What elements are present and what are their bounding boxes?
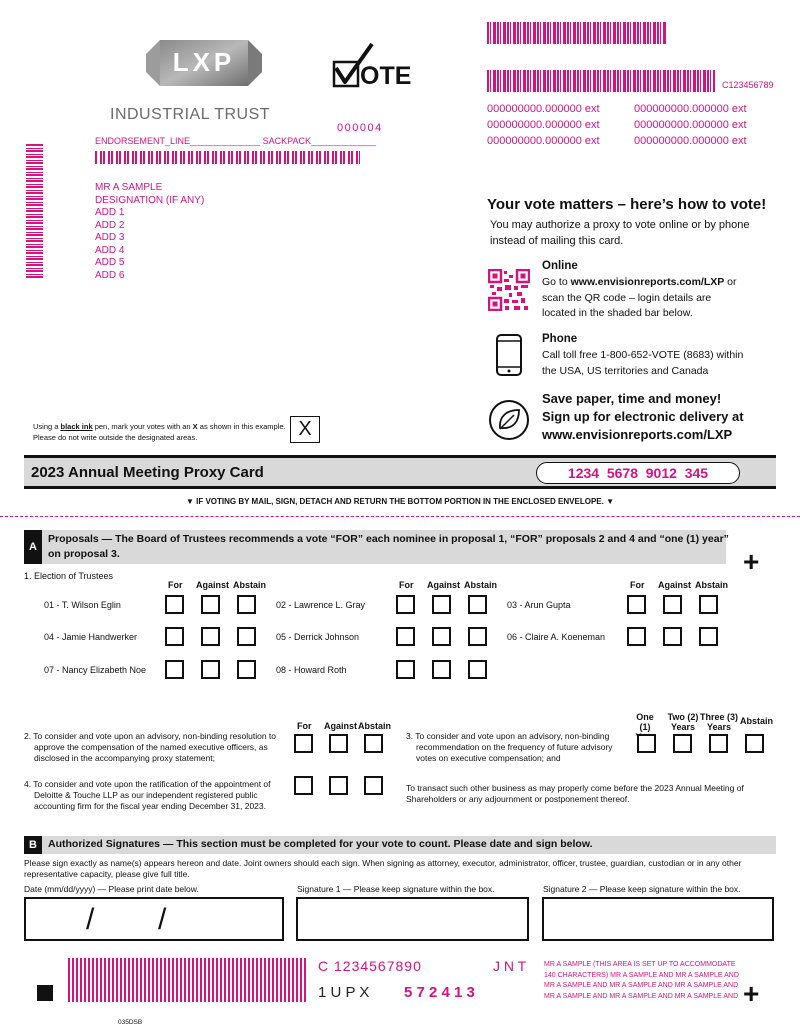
vote-abstain-checkbox[interactable] (364, 776, 383, 795)
ext-line-4: 000000000.000000 ext (634, 119, 747, 131)
signature-2-label: Signature 2 — Please keep signature within the box. (543, 884, 741, 894)
online-text-prefix: Go to (542, 276, 571, 288)
online-title: Online (542, 260, 578, 272)
vote-for-checkbox[interactable] (396, 595, 415, 614)
nominee-name: 01 - T. Wilson Eglin (44, 600, 121, 610)
proposal-3-text (406, 731, 626, 764)
col-header-against: Against (324, 721, 358, 731)
footer-sample-line: 140 CHARACTERS) MR A SAMPLE AND MR A SAMPLE AND (544, 971, 739, 979)
p3-header-line: Years (670, 722, 696, 732)
address-line: ADD 2 (95, 219, 125, 231)
ext-line-3: 000000000.000000 ext (487, 119, 600, 131)
col-header-against: Against (427, 580, 461, 590)
ink-text-a: Using a (33, 422, 61, 431)
how-to-vote-title: Your vote matters – here’s how to vote! (487, 196, 767, 213)
sequence-number: 000004 (337, 122, 383, 134)
vote-against-checkbox[interactable] (201, 627, 220, 646)
vote-against-checkbox[interactable] (201, 595, 220, 614)
footer-sample-text (544, 960, 739, 1002)
how-to-vote-intro: You may authorize a proxy to vote online or by phone instead of mailing this card. (490, 219, 750, 247)
mailing-address (95, 182, 204, 282)
signature-instructions-line: Please sign exactly as name(s) appears hereon and date. Joint owners should each sign. When signing as attorney, executor, administrator, officer, trustee, guardian, custodian or in any other (24, 858, 742, 868)
vote-against-checkbox[interactable] (201, 660, 220, 679)
footer-jnt: J N T (493, 958, 527, 974)
lxp-logo-text: LXP (172, 47, 236, 77)
other-business-line: To transact such other business as may properly come before the 2023 Annual Meeting of (406, 783, 744, 793)
vote-for-checkbox[interactable] (294, 776, 313, 795)
other-business-text (406, 783, 776, 805)
vote-for-checkbox[interactable] (165, 627, 184, 646)
ext-line-2: 000000000.000000 ext (634, 103, 747, 115)
control-number-box (536, 462, 740, 484)
col-header-abstain: Abstain (464, 580, 498, 590)
address-line: DESIGNATION (IF ANY) (95, 194, 205, 206)
vote-abstain-checkbox[interactable] (699, 595, 718, 614)
proposal-2-line: 2. To consider and vote upon an advisory, non-binding resolution to (24, 731, 277, 741)
endorsement-line: ENDORSEMENT_LINE______________ SACKPACK_____________ (95, 136, 377, 146)
section-a-letter: A (24, 530, 42, 564)
vote-against-checkbox[interactable] (432, 627, 451, 646)
p3-header-two-years (667, 712, 699, 732)
p3-header-three-years (700, 712, 738, 732)
address-line: ADD 3 (95, 232, 125, 243)
address-line: ADD 1 (95, 207, 125, 218)
signature-1-label: Signature 1 — Please keep signature within the box. (297, 884, 495, 894)
date-field[interactable] (24, 897, 284, 941)
vote-for-checkbox[interactable] (627, 595, 646, 614)
form-code: 035DSB (118, 1019, 143, 1026)
nominee-name: 04 - Jamie Handwerker (44, 632, 138, 642)
lxp-logo (110, 38, 290, 124)
phone-text: Call toll free 1-800-652-VOTE (8683) within the USA, US territories and Canada (542, 349, 744, 377)
signature-1-field[interactable] (296, 897, 529, 941)
signature-instructions-line: representative capacity, please give full title. (24, 869, 190, 879)
ext-line-1: 000000000.000000 ext (487, 103, 600, 115)
section-a-title-1: Proposals — The Board of Trustees recommends a vote “FOR” each nominee in proposal 1, “FOR” proposals 2 and 4 and “one (1) year” (48, 533, 729, 545)
vote-for-checkbox[interactable] (165, 660, 184, 679)
proposal-4-line: 4. To consider and vote upon the ratification of the appointment of (24, 779, 271, 789)
ink-text-d: X (192, 422, 198, 431)
vote-two-years-checkbox[interactable] (673, 734, 692, 753)
nominee-name: 07 - Nancy Elizabeth Noe (44, 665, 147, 675)
barcode-top (487, 22, 667, 44)
footer-barcode (68, 958, 308, 1002)
vote-for-checkbox[interactable] (165, 595, 184, 614)
p3-header-line: One (1) (636, 712, 654, 732)
proposal-4-line: Deloitte & Touche LLP as our independent registered public (34, 790, 258, 800)
proposal-4-line: accounting firm for the fiscal year ending December 31, 2023. (34, 801, 266, 811)
online-text-suffix: or scan the QR code – login details are located in the shaded bar below. (542, 276, 737, 319)
col-header-for: For (297, 721, 312, 731)
footer-sample-line: MR A SAMPLE AND MR A SAMPLE AND MR A SAMPLE AND (544, 982, 739, 989)
vote-abstain-checkbox[interactable] (745, 734, 764, 753)
proposal-3-line: 3. To consider and vote upon an advisory, non-binding (406, 731, 610, 741)
proposal-4-text (24, 779, 284, 812)
company-name: INDUSTRIAL TRUST (110, 106, 271, 123)
phone-icon (495, 333, 523, 377)
address-line: ADD 6 (95, 269, 125, 281)
footer-sample-line: MR A SAMPLE (THIS AREA IS SET UP TO ACCOMMODATE (544, 961, 736, 968)
proposal-2-line: approve the compensation of the named executive officers, as (34, 742, 268, 752)
example-mark-box (290, 416, 320, 443)
address-line: ADD 5 (95, 257, 125, 268)
nominee-name: 08 - Howard Roth (276, 665, 347, 675)
online-text (542, 275, 747, 322)
vote-abstain-checkbox[interactable] (237, 660, 256, 679)
col-header-for: For (399, 580, 414, 590)
nominee-name: 06 - Claire A. Koeneman (507, 632, 606, 642)
detach-line (0, 516, 800, 517)
address-line: MR A SAMPLE (95, 182, 163, 193)
nominee-name: 05 - Derrick Johnson (276, 632, 360, 642)
ink-text-e: as shown in this example. (197, 422, 286, 431)
vote-abstain-checkbox[interactable] (468, 660, 487, 679)
vote-against-checkbox[interactable] (329, 776, 348, 795)
vote-against-checkbox[interactable] (663, 627, 682, 646)
ext-line-6: 000000000.000000 ext (634, 135, 747, 147)
signature-instructions (24, 858, 784, 880)
section-a-title-2: on proposal 3. (48, 548, 120, 560)
p3-header-line: Three (3) (700, 712, 739, 722)
p3-header-line: Two (2) (667, 712, 699, 722)
detach-note: ▼ IF VOTING BY MAIL, SIGN, DETACH AND RETURN THE BOTTOM PORTION IN THE ENCLOSED ENVELOPE. ▼ (185, 497, 614, 506)
footer-sample-line: MR A SAMPLE AND MR A SAMPLE AND MR A SAMPLE AND (544, 992, 739, 1000)
vote-against-checkbox[interactable] (432, 595, 451, 614)
ink-instructions (33, 421, 286, 443)
nominee-name: 03 - Arun Gupta (507, 600, 571, 610)
ink-text-b: black ink (60, 422, 93, 431)
qr-code-icon (488, 269, 530, 311)
section-a-bar (42, 530, 729, 564)
footer-code: 5 7 2 4 1 3 (404, 984, 475, 1001)
side-barcode (26, 144, 43, 278)
col-header-for: For (630, 580, 645, 590)
election-label: 1. Election of Trustees (24, 571, 114, 581)
date-label: Date (mm/dd/yyyy) — Please print date below. (24, 884, 199, 894)
save-paper-line-1: Save paper, time and money! (542, 391, 722, 406)
vote-against-checkbox[interactable] (329, 734, 348, 753)
vote-abstain-checkbox[interactable] (237, 595, 256, 614)
p3-header-line: Years (706, 722, 732, 732)
proposal-2-line: disclosed in the accompanying proxy statement; (34, 753, 215, 763)
proposal-3-line: votes on executive compensation; and (416, 753, 561, 763)
col-header-against: Against (658, 580, 692, 590)
control-number: 1234 5678 9012 345 (567, 465, 709, 481)
footer-registration-square (37, 985, 53, 1001)
barcode-control (487, 70, 715, 92)
registration-mark-a: + (743, 546, 760, 577)
control-code: C123456789 (722, 80, 774, 90)
col-header-for: For (168, 580, 183, 590)
postal-barcode (95, 151, 360, 164)
vote-abstain-checkbox[interactable] (468, 627, 487, 646)
vote-for-checkbox[interactable] (627, 627, 646, 646)
other-business-line: Shareholders or any adjournment or postponement thereof. (406, 794, 630, 804)
vote-against-checkbox[interactable] (663, 595, 682, 614)
example-x-mark: X (298, 418, 312, 440)
proposal-3-line: recommendation on the frequency of future advisory (416, 742, 613, 752)
ink-text-c: pen, mark your votes with an (92, 422, 193, 431)
section-b-letter: B (24, 836, 42, 854)
proposal-2-text (24, 731, 284, 764)
col-header-abstain: Abstain (233, 580, 267, 590)
vote-for-checkbox[interactable] (396, 627, 415, 646)
col-header-abstain: Abstain (695, 580, 729, 590)
vote-logo-text: OTE (360, 62, 412, 90)
ink-instructions-line-2: Please do not write outside the designated areas. (33, 433, 198, 442)
save-paper-line-2: Sign up for electronic delivery at (542, 409, 744, 424)
registration-mark-footer: + (743, 978, 760, 1009)
vote-for-checkbox[interactable] (294, 734, 313, 753)
ext-line-5: 000000000.000000 ext (487, 135, 600, 147)
vote-abstain-checkbox[interactable] (364, 734, 383, 753)
online-url-link[interactable]: www.envisionreports.com/LXP (570, 276, 725, 288)
footer-control: C 1234567890 (318, 958, 422, 974)
nominee-name: 02 - Lawrence L. Gray (276, 600, 366, 610)
proxy-card-title: 2023 Annual Meeting Proxy Card (31, 464, 264, 481)
electronic-delivery-link[interactable]: www.envisionreports.com/LXP (542, 427, 733, 442)
section-b-title: Authorized Signatures — This section must be completed for your vote to count. Please date and sign below. (48, 838, 593, 850)
section-b-bar (42, 836, 776, 854)
vote-logo (330, 42, 420, 92)
date-slash-2: / (158, 903, 167, 936)
vote-three-years-checkbox[interactable] (709, 734, 728, 753)
phone-title: Phone (542, 333, 578, 345)
address-line: ADD 4 (95, 244, 125, 256)
vote-abstain-checkbox[interactable] (468, 595, 487, 614)
vote-abstain-checkbox[interactable] (699, 627, 718, 646)
ink-instructions-line-1 (33, 421, 286, 432)
leaf-icon (487, 398, 531, 442)
date-slash-1: / (86, 903, 95, 936)
vote-one-year-checkbox[interactable] (637, 734, 656, 753)
footer-upx: 1 U P X (318, 984, 370, 1001)
col-header-against: Against (196, 580, 230, 590)
col-header-abstain: Abstain (358, 721, 392, 731)
proxy-card-bar (24, 455, 776, 489)
p3-header-abstain: Abstain (740, 716, 774, 726)
vote-abstain-checkbox[interactable] (237, 627, 256, 646)
vote-against-checkbox[interactable] (432, 660, 451, 679)
vote-for-checkbox[interactable] (396, 660, 415, 679)
signature-2-field[interactable] (542, 897, 774, 941)
